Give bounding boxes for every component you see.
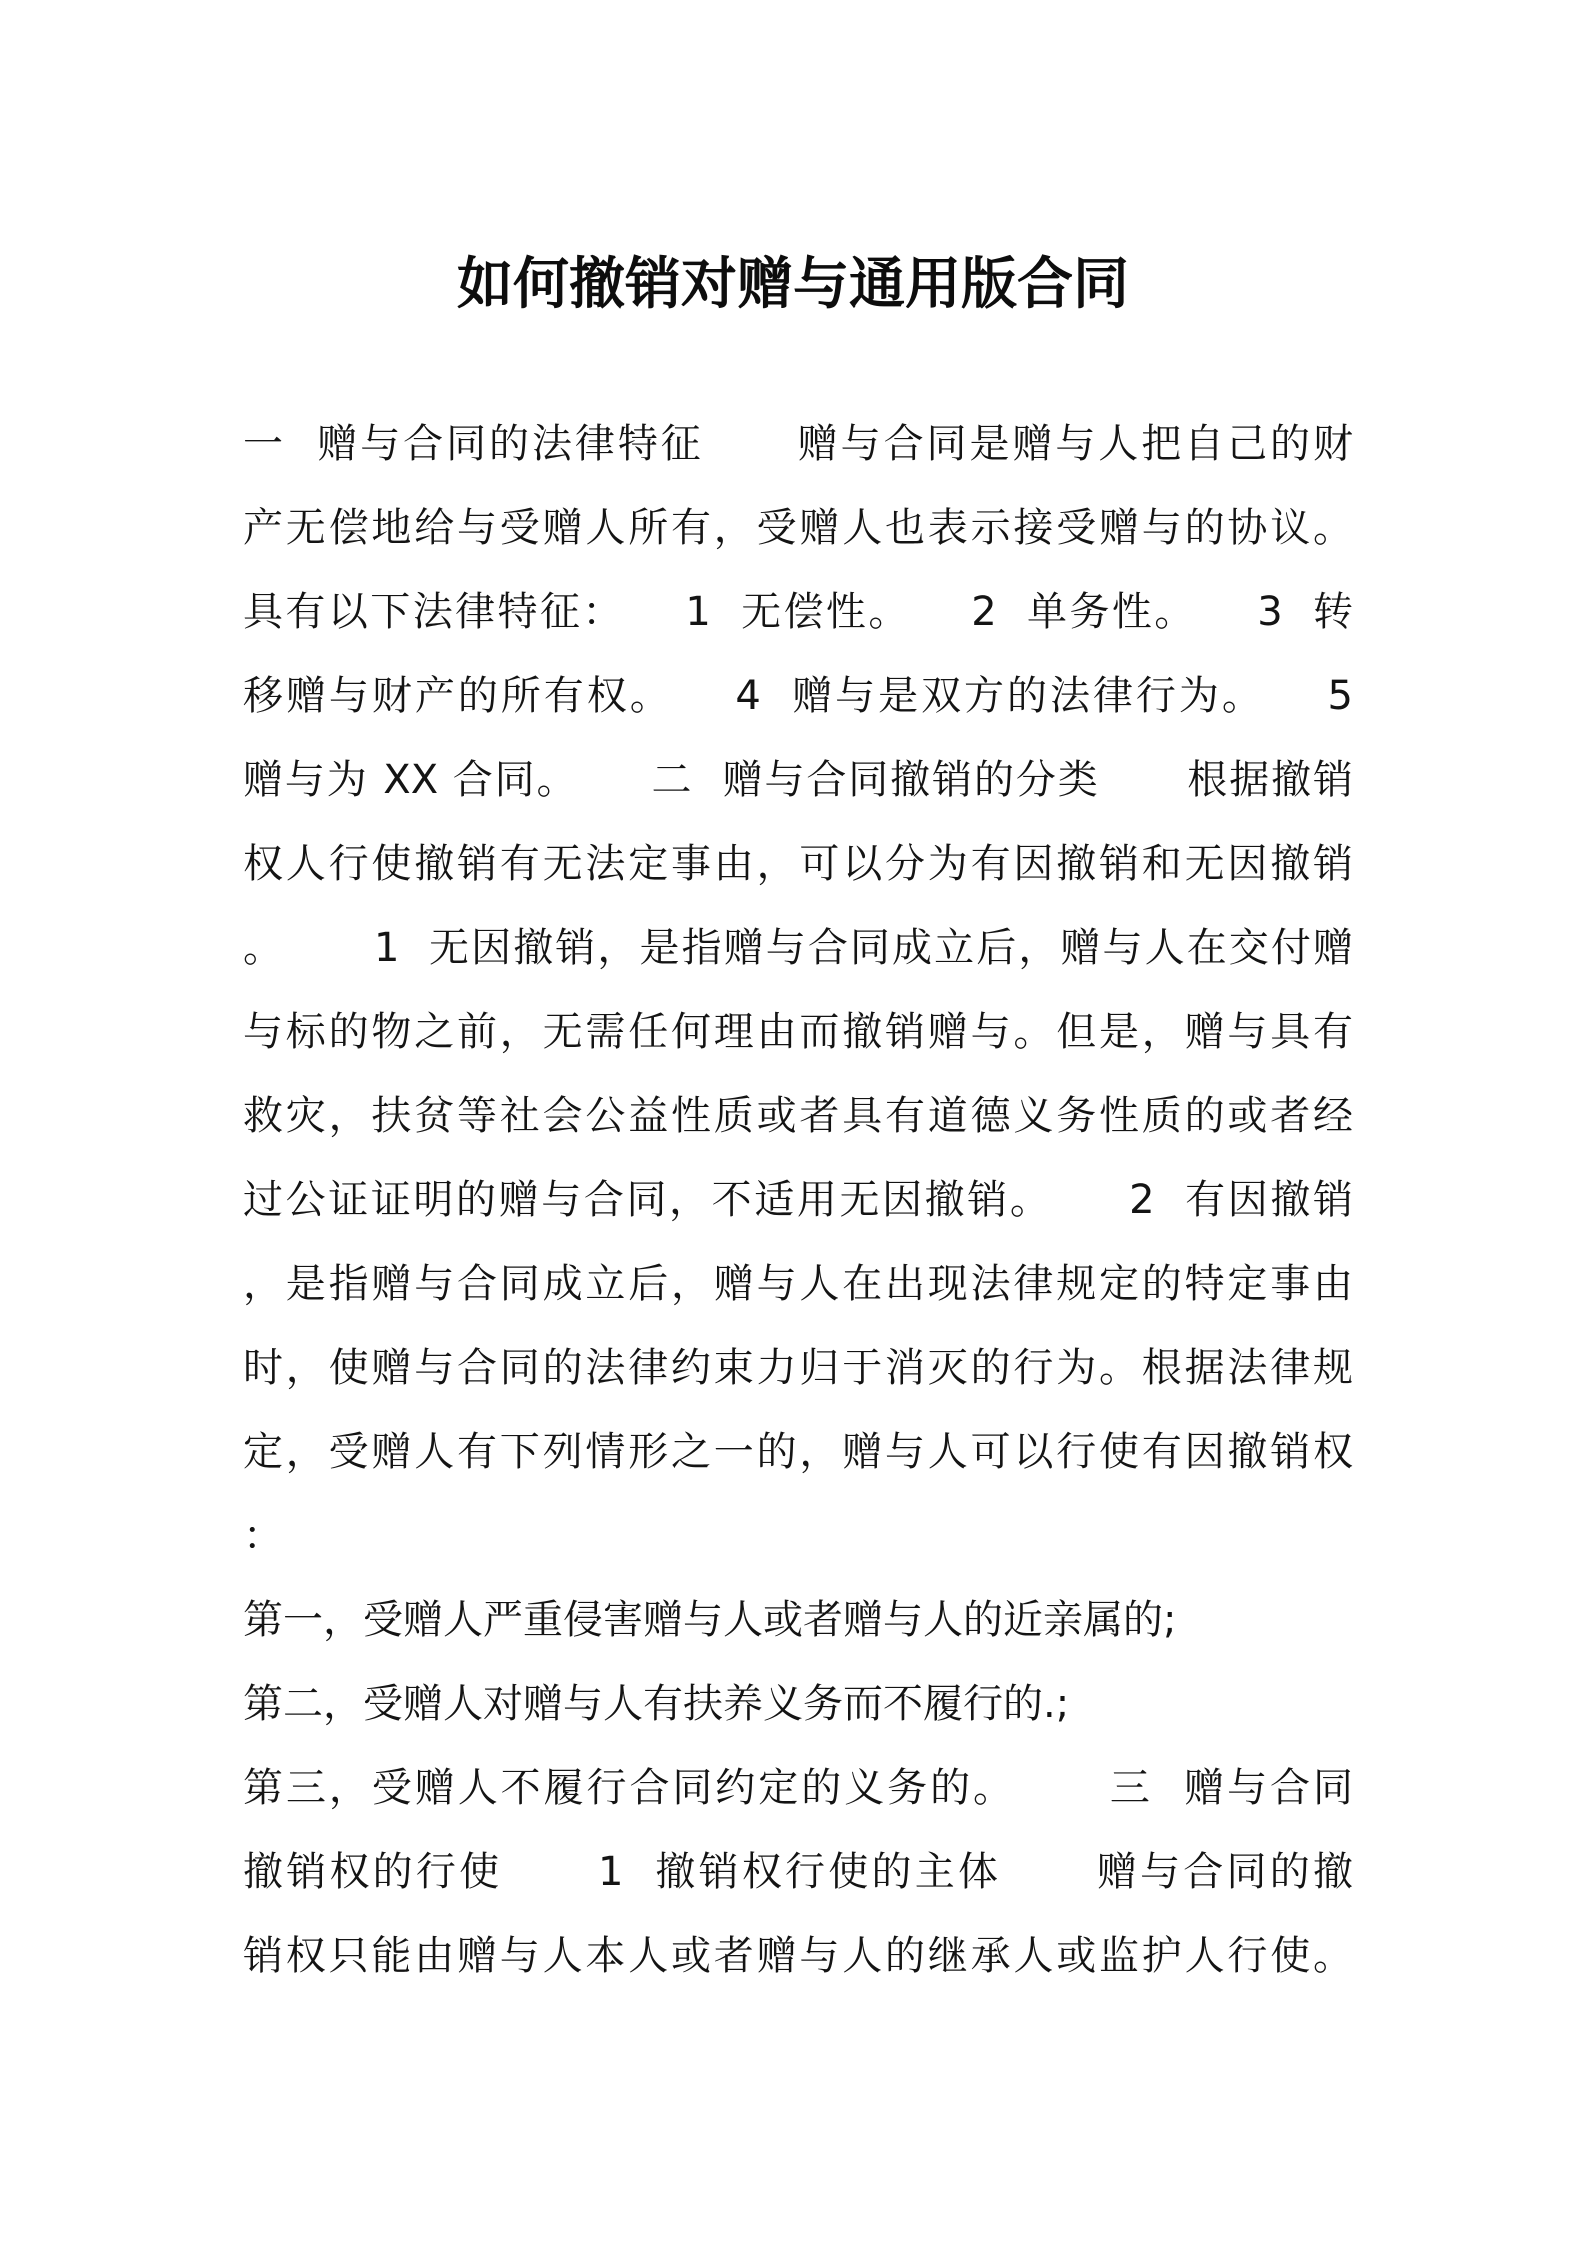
body-line: 第三，受赠人不履行合同约定的义务的。 三 赠与合同 <box>243 1765 1353 1811</box>
body-line: 第二，受赠人对赠与人有扶养义务而不履行的.; <box>243 1681 1070 1727</box>
body-line: 时，使赠与合同的法律约束力归于消灭的行为。根据法律规 <box>243 1345 1353 1391</box>
body-line: 权人行使撤销有无法定事由，可以分为有因撤销和无因撤销 <box>243 841 1353 887</box>
body-line: 赠与为 XX 合同。 二 赠与合同撤销的分类 根据撤销 <box>243 757 1353 803</box>
body-line: 具有以下法律特征： 1 无偿性。 2 单务性。 3 转 <box>243 589 1353 635</box>
body-line: 销权只能由赠与人本人或者赠与人的继承人或监护人行使。 <box>243 1933 1353 1979</box>
body-line: 过公证证明的赠与合同，不适用无因撤销。 2 有因撤销 <box>243 1177 1353 1223</box>
body-line: 产无偿地给与受赠人所有，受赠人也表示接受赠与的协议。 <box>243 505 1353 551</box>
body-line: 一 赠与合同的法律特征 赠与合同是赠与人把自己的财 <box>243 421 1353 467</box>
body-line: ，是指赠与合同成立后，赠与人在出现法律规定的特定事由 <box>243 1261 1353 1307</box>
body-line: 移赠与财产的所有权。 4 赠与是双方的法律行为。 5 <box>243 673 1353 719</box>
document-body <box>243 402 1353 1998</box>
body-line: 。 1 无因撤销，是指赠与合同成立后，赠与人在交付赠 <box>243 925 1353 971</box>
body-line: 与标的物之前，无需任何理由而撤销赠与。但是，赠与具有 <box>243 1009 1353 1055</box>
body-line: 第一，受赠人严重侵害赠与人或者赠与人的近亲属的; <box>243 1597 1177 1643</box>
body-line: 救灾，扶贫等社会公益性质或者具有道德义务性质的或者经 <box>243 1093 1353 1139</box>
body-line: 定，受赠人有下列情形之一的，赠与人可以行使有因撤销权 <box>243 1429 1353 1475</box>
document-title: 如何撤销对赠与通用版合同 <box>457 252 1129 317</box>
body-line: 撤销权的行使 1 撤销权行使的主体 赠与合同的撤 <box>243 1849 1353 1895</box>
body-line: ： <box>243 1513 283 1559</box>
